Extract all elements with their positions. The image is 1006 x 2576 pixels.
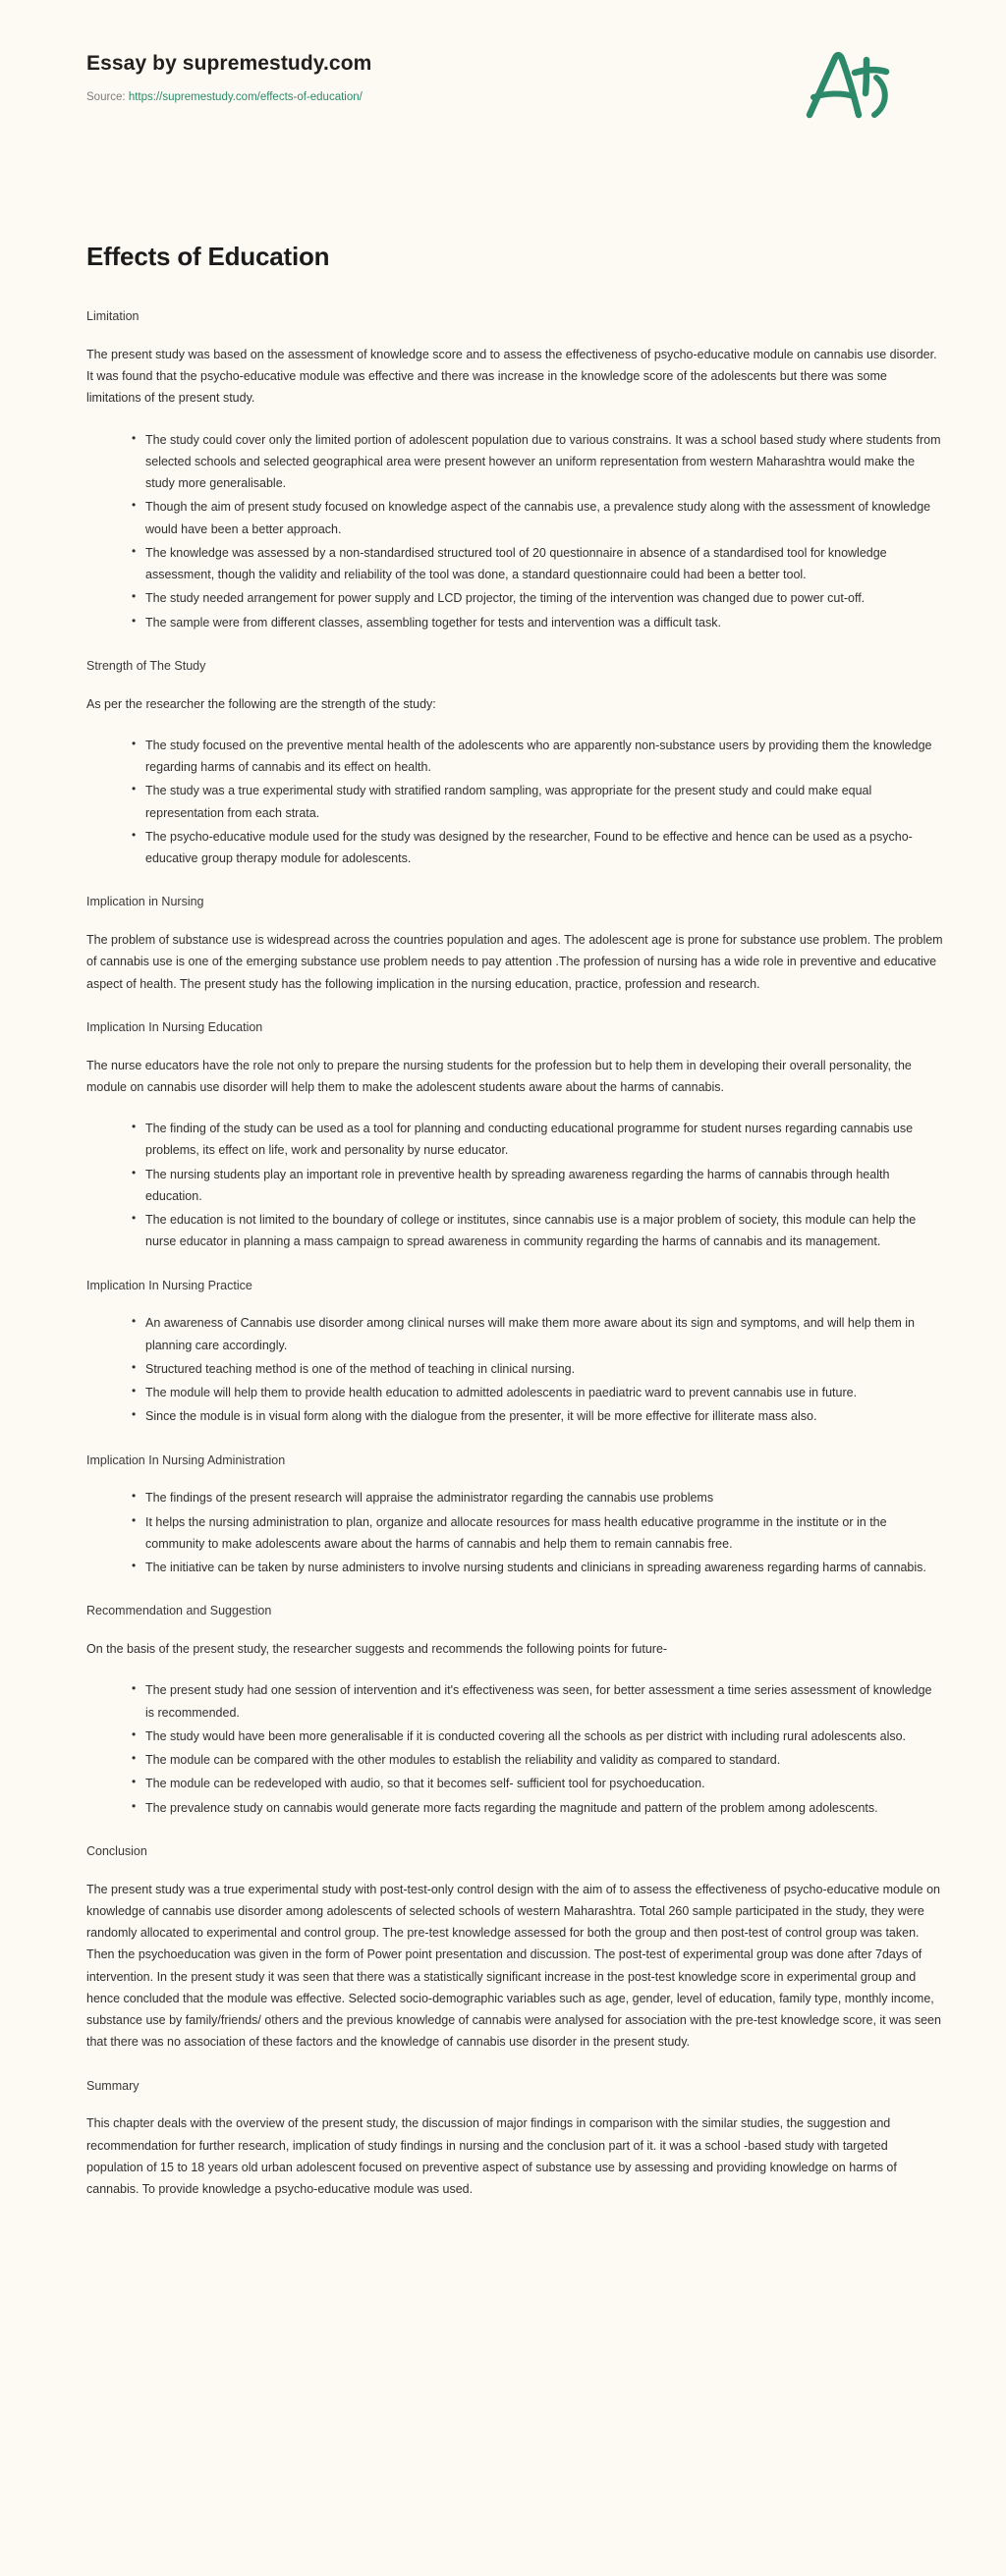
paragraph: As per the researcher the following are the strength of the study: bbox=[86, 696, 436, 711]
paragraph: On the basis of the present study, the researcher suggests and recommends the following points for future- bbox=[86, 1642, 668, 1657]
list-item: • The sample were from different classes, assembling together for tests and intervention was a difficult task. bbox=[132, 612, 943, 633]
paragraph: This chapter deals with the overview of the present study, the discussion of major findings in comparison with the similar studies, the suggestion and recommendation for further research, implication of study findings in nursing and the conclusion part of it. it was a school -based study with targeted population of 15 to 18 years old urban adolescent focused on preventive aspect of substance use by assessing and providing knowledge on harms of cannabis. To provide knowledge a psycho-educative module was used. bbox=[86, 2116, 897, 2197]
list-item: • Since the module is in visual form along with the dialogue from the presenter, it will be more effective for illiterate mass also. bbox=[132, 1405, 943, 1427]
list-item: • The prevalence study on cannabis would generate more facts regarding the magnitude and pattern of the problem among adolescents. bbox=[132, 1797, 943, 1819]
section-heading: Strength of The Study bbox=[86, 658, 206, 673]
document-body bbox=[0, 242, 1006, 2200]
doc-section bbox=[86, 893, 943, 995]
section-heading: Limitation bbox=[86, 309, 140, 324]
section-heading: Implication In Nursing Administration bbox=[86, 1452, 286, 1467]
paragraph: The problem of substance use is widespread across the countries population and ages. The adolescent age is prone for substance use problem. The problem of cannabis use is one of the emerging substance use problem needs to pay attention .The profession of nursing has a wide role in preventive and educative aspect of health. The present study has the following implication in the nursing education, practice, profession and research. bbox=[86, 933, 943, 991]
doc-section bbox=[86, 1018, 943, 1253]
list-item: • An awareness of Cannabis use disorder among clinical nurses will make them more aware about its sign and symptoms, and will help them in planning care accordingly. bbox=[132, 1312, 943, 1356]
page-title: Effects of Education bbox=[86, 242, 330, 271]
paragraph: The nurse educators have the role not only to prepare the nursing students for the profession but to help them in developing their overall personality, the module on cannabis use disorder will help them to make the adolescent students aware about the harms of cannabis. bbox=[86, 1058, 912, 1094]
sections-container bbox=[86, 307, 943, 2200]
list-item: • Though the aim of present study focused on knowledge aspect of the cannabis use, a prevalence study along with the assessment of knowledge would have been a better approach. bbox=[132, 496, 943, 540]
list-item: • The psycho-educative module used for the study was designed by the researcher, Found to be effective and hence can be used as a psycho-educative group therapy module for adolescents. bbox=[132, 826, 943, 870]
doc-section bbox=[86, 2077, 943, 2201]
bullet-list bbox=[86, 429, 943, 633]
section-heading: Summary bbox=[86, 2078, 140, 2093]
bullet-list bbox=[86, 735, 943, 870]
section-heading: Implication In Nursing Practice bbox=[86, 1278, 252, 1292]
source-line bbox=[86, 89, 371, 105]
list-item: • The study would have been more generalisable if it is conducted covering all the schools as per district with including rural adolescents also. bbox=[132, 1726, 943, 1747]
list-item: • The module will help them to provide health education to admitted adolescents in paediatric ward to prevent cannabis use in future. bbox=[132, 1382, 943, 1403]
source-label: Source: bbox=[86, 91, 126, 104]
bullet-list bbox=[86, 1487, 943, 1578]
section-heading: Recommendation and Suggestion bbox=[86, 1604, 272, 1618]
list-item: • The initiative can be taken by nurse administers to involve nursing students and clinicians in spreading awareness regarding harms of cannabis. bbox=[132, 1557, 943, 1578]
header-left bbox=[86, 39, 371, 105]
list-item: • The present study had one session of intervention and it's effectiveness was seen, for better assessment a time series assessment of knowledge is recommended. bbox=[132, 1679, 943, 1724]
paragraph: The present study was a true experimental study with post-test-only control design with the aim of to assess the effectiveness of psycho-educative module on knowledge of cannabis use disorder among adolescents of selected schools of western Maharashtra. Total 260 sample participated in the study, they were randomly allocated to experimental and control group. The pre-test knowledge assessed for both the group and then post-test of control group was taken. Then the psychoeducation was given in the form of Power point presentation and discussion. The post-test of experimental group was done after 7days of intervention. In the present study it was seen that there was a statistically significant increase in the post-test knowledge score in experimental group and hence concluded that the module was effective. Selected socio-demographic variables such as age, gender, level of education, family type, monthly income, substance use by family/friends/ others and the previous knowledge of cannabis were analysed for association with the pre-test knowledge score, it was seen that there was no association of these factors and the knowledge of cannabis use disorder in the present study. bbox=[86, 1882, 941, 2050]
section-heading: Conclusion bbox=[86, 1843, 147, 1858]
list-item: • Structured teaching method is one of the method of teaching in clinical nursing. bbox=[132, 1358, 943, 1380]
list-item: • The findings of the present research will appraise the administrator regarding the cannabis use problems bbox=[132, 1487, 943, 1508]
doc-section bbox=[86, 307, 943, 633]
list-item: • The module can be redeveloped with audio, so that it becomes self- sufficient tool for psychoeducation. bbox=[132, 1773, 943, 1794]
bullet-list bbox=[86, 1312, 943, 1427]
list-item: • The education is not limited to the boundary of college or institutes, since cannabis use is a major problem of society, this module can help the nurse educator in planning a mass campaign to spread awareness in community regarding the harms of cannabis and its management. bbox=[132, 1209, 943, 1253]
a-plus-icon bbox=[798, 46, 900, 125]
bullet-list bbox=[86, 1118, 943, 1253]
list-item: • The module can be compared with the other modules to establish the reliability and validity as compared to standard. bbox=[132, 1749, 943, 1771]
list-item: • The knowledge was assessed by a non-standardised structured tool of 20 questionnaire in absence of a standardised tool for knowledge assessment, though the validity and reliability of the tool was done, a standard questionnaire could had been a better tool. bbox=[132, 542, 943, 586]
bullet-list bbox=[86, 1679, 943, 1819]
brand-title: Essay by supremestudy.com bbox=[86, 52, 372, 75]
paragraph: The present study was based on the assessment of knowledge score and to assess the effectiveness of psycho-educative module on cannabis use disorder. It was found that the psycho-educative module was effective and there was increase in the knowledge score of the adolescents but there was some limitations of the present study. bbox=[86, 347, 937, 406]
a-plus-logo bbox=[790, 39, 908, 128]
site-header bbox=[0, 0, 1006, 147]
section-heading: Implication In Nursing Education bbox=[86, 1019, 263, 1034]
doc-section bbox=[86, 1602, 943, 1819]
list-item: • It helps the nursing administration to plan, organize and allocate resources for mass health educative programme in the institute or in the community to make adolescents aware about the harms of cannabis and help them to remain cannabis free. bbox=[132, 1511, 943, 1556]
list-item: • The study could cover only the limited portion of adolescent population due to various constrains. It was a school based study where students from selected schools and selected geographical area were present however an uniform representation from western Maharashtra would make the study more generalisable. bbox=[132, 429, 943, 495]
doc-section bbox=[86, 657, 943, 870]
doc-section bbox=[86, 1842, 943, 2054]
list-item: • The finding of the study can be used as a tool for planning and conducting educational programme for student nurses regarding cannabis use problems, its effect on life, work and personality by nurse educator. bbox=[132, 1118, 943, 1162]
source-url-link[interactable]: https://supremestudy.com/effects-of-education/ bbox=[128, 91, 363, 104]
section-heading: Implication in Nursing bbox=[86, 895, 204, 909]
doc-section bbox=[86, 1452, 943, 1579]
list-item: • The nursing students play an important role in preventive health by spreading awareness regarding the harms of cannabis through health education. bbox=[132, 1164, 943, 1208]
list-item: • The study needed arrangement for power supply and LCD projector, the timing of the intervention was changed due to power cut-off. bbox=[132, 587, 943, 609]
list-item: • The study focused on the preventive mental health of the adolescents who are apparently non-substance users by providing them the knowledge regarding harms of cannabis and its effect on health. bbox=[132, 735, 943, 779]
list-item: • The study was a true experimental study with stratified random sampling, was appropriate for the present study and could make equal representation from each strata. bbox=[132, 780, 943, 824]
doc-section bbox=[86, 1277, 943, 1428]
